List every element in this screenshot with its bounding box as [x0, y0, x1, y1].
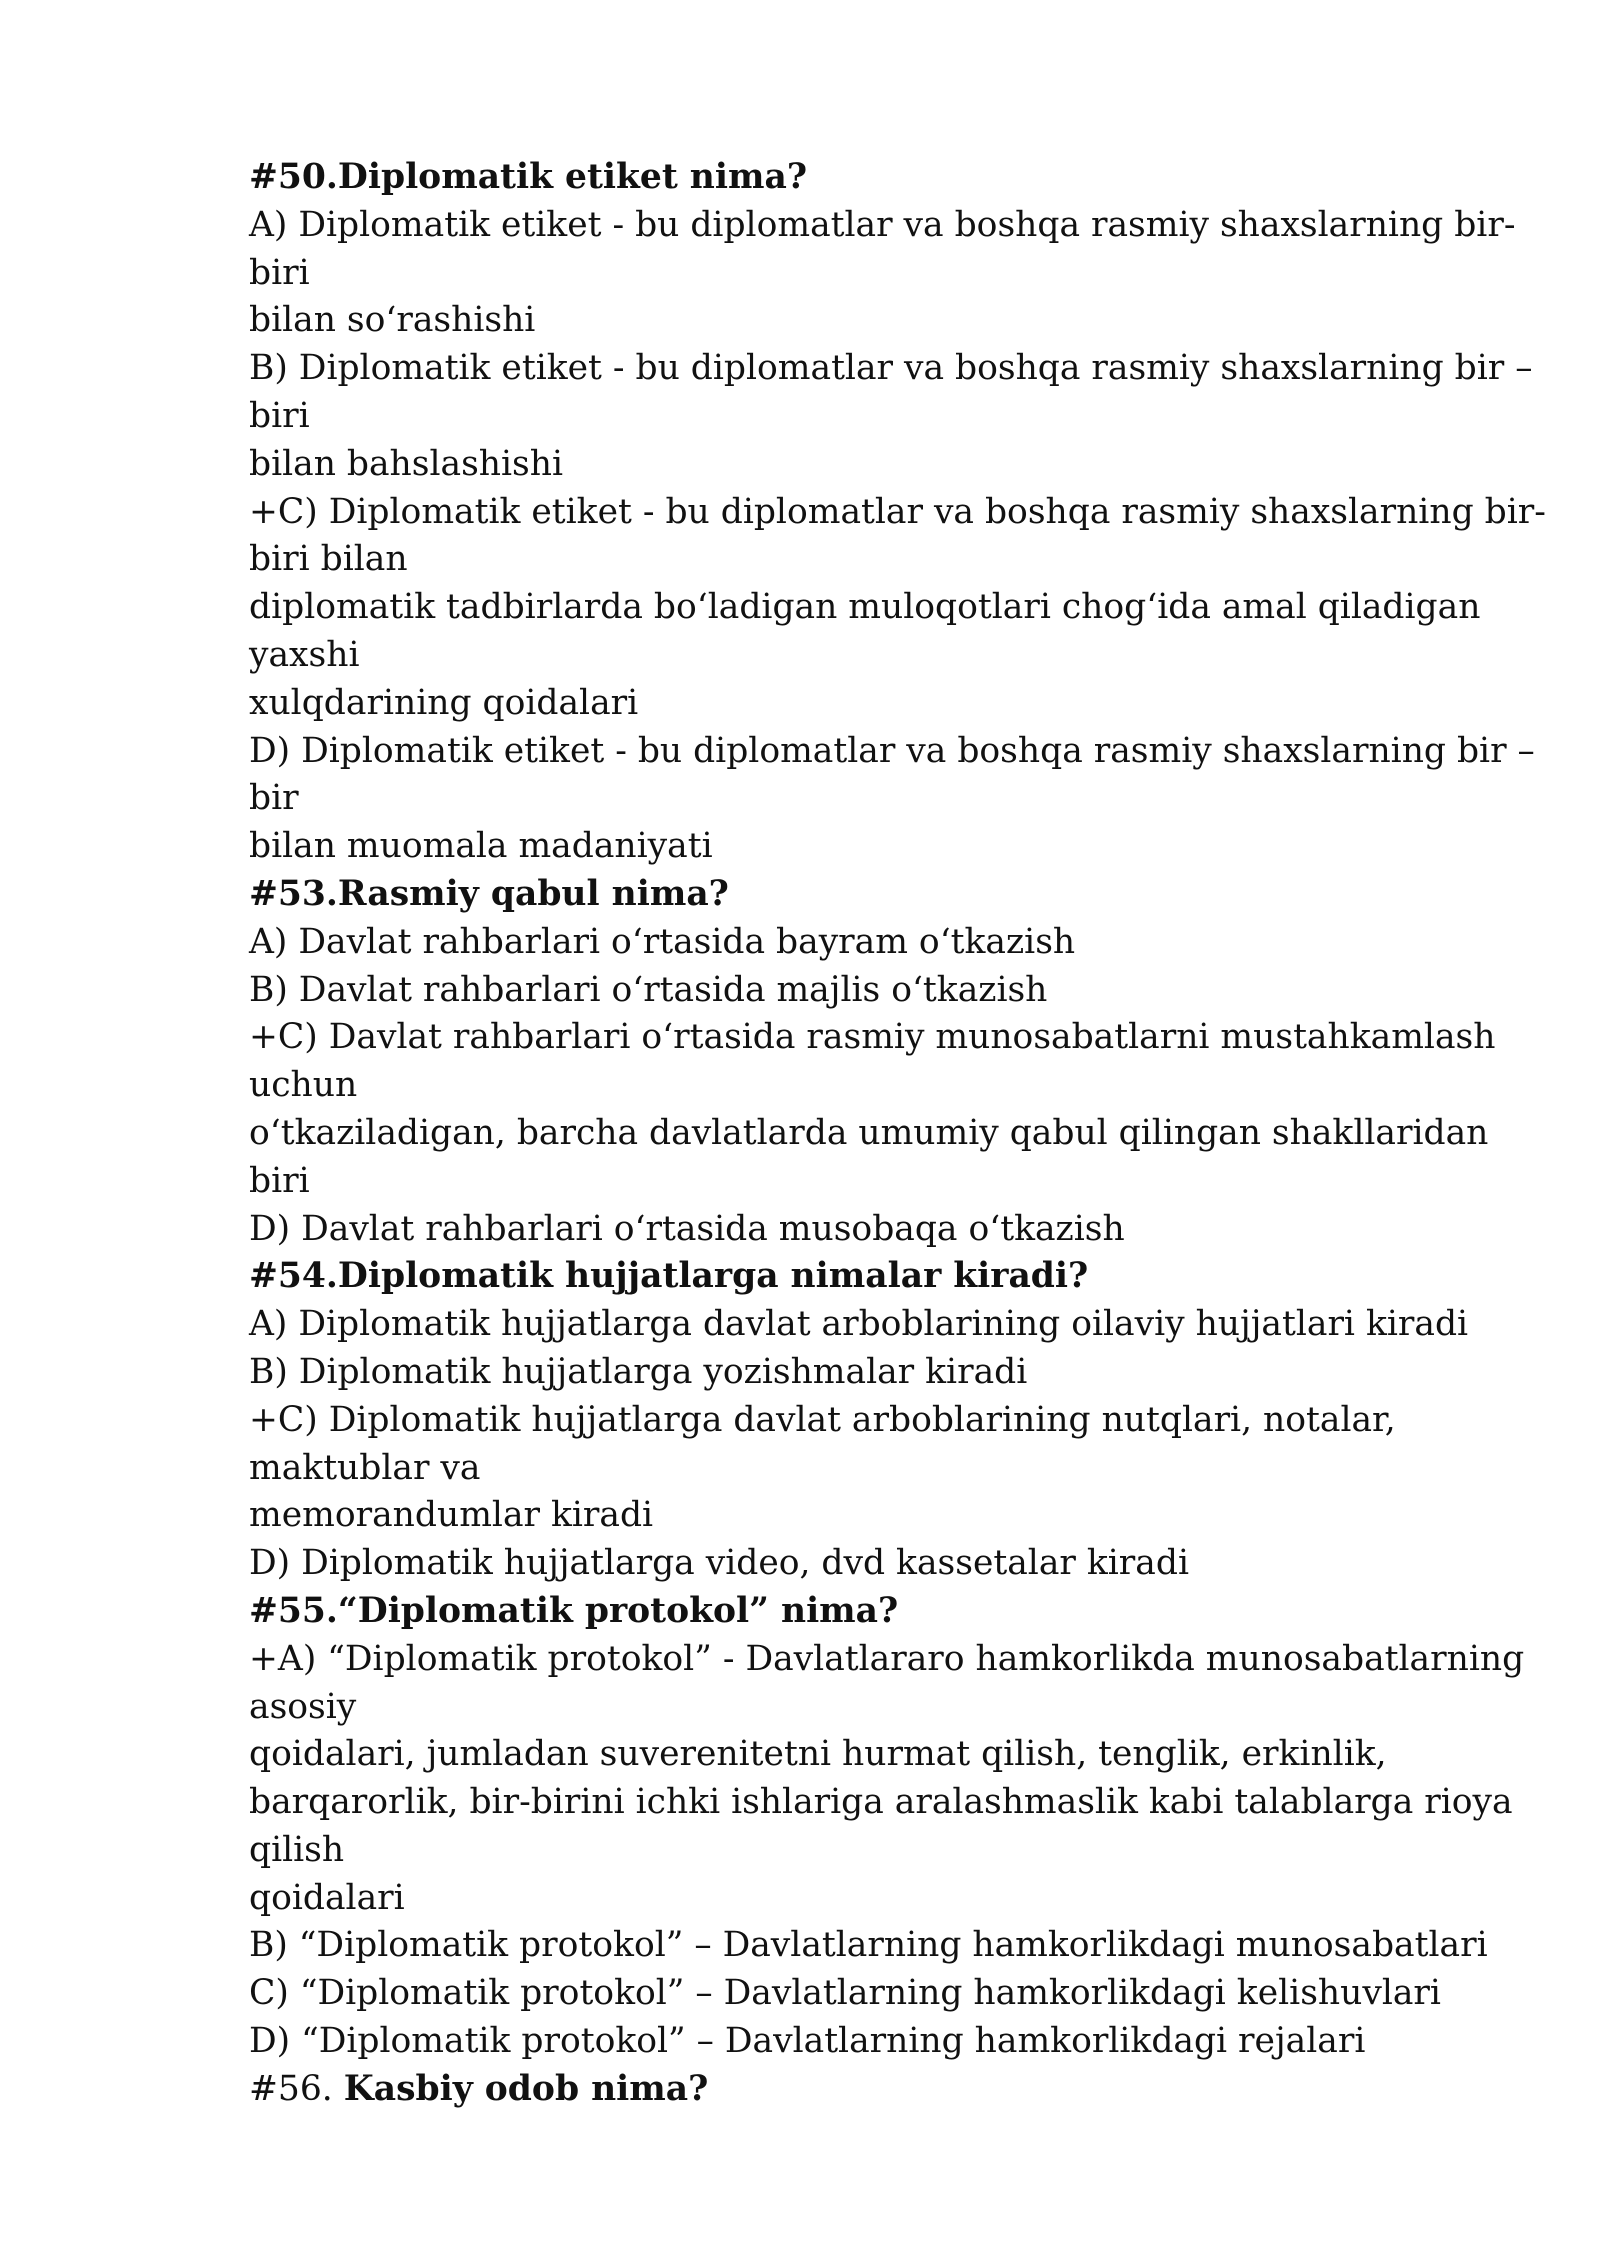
answer-line: D) Davlat rahbarlari o‘rtasida musobaqa o‘tkazish — [249, 1208, 1125, 1249]
answer-line: qoidalari, jumladan suverenitetni hurmat qilish, tenglik, erkinlik, — [249, 1734, 1387, 1775]
answer-line: qilish — [249, 1829, 345, 1870]
question-title: #55.“Diplomatik protokol” nima? — [249, 1590, 899, 1631]
answer-line: uchun — [249, 1065, 358, 1106]
answer-line: maktublar va — [249, 1447, 481, 1488]
answer-line: qoidalari — [249, 1877, 405, 1918]
answer-line: C) “Diplomatik protokol” – Davlatlarning hamkorlikdagi kelishuvlari — [249, 1973, 1441, 2014]
answer-line: yaxshi — [249, 634, 360, 675]
answer-line: D) Diplomatik etiket - bu diplomatlar va boshqa rasmiy shaxslarning bir – — [249, 730, 1535, 771]
answer-line: memorandumlar kiradi — [249, 1495, 654, 1536]
answer-line: D) “Diplomatik protokol” – Davlatlarning hamkorlikdagi rejalari — [249, 2021, 1366, 2062]
answer-line: asosiy — [249, 1686, 357, 1727]
question-title: #53.Rasmiy qabul nima? — [249, 873, 729, 914]
answer-line: biri bilan — [249, 539, 408, 580]
answer-line: bilan muomala madaniyati — [249, 826, 713, 867]
answer-line: biri — [249, 1160, 310, 1201]
answer-line: A) Diplomatik etiket - bu diplomatlar va boshqa rasmiy shaxslarning bir- — [249, 204, 1516, 245]
answer-line: A) Diplomatik hujjatlarga davlat arboblarining oilaviy hujjatlari kiradi — [249, 1304, 1469, 1345]
answer-line: barqarorlik, bir-birini ichki ishlariga aralashmaslik kabi talablarga rioya — [249, 1782, 1513, 1823]
answer-line: o‘tkaziladigan, barcha davlatlarda umumiy qabul qilingan shakllaridan — [249, 1112, 1489, 1153]
answer-line: diplomatik tadbirlarda bo‘ladigan muloqotlari chog‘ida amal qiladigan — [249, 587, 1481, 628]
answer-line: +C) Davlat rahbarlari o‘rtasida rasmiy munosabatlarni mustahkamlash — [249, 1017, 1496, 1058]
document-page — [249, 154, 1546, 2114]
answer-line: +C) Diplomatik hujjatlarga davlat arboblarining nutqlari, notalar, — [249, 1399, 1396, 1440]
answer-line: bilan bahslashishi — [249, 443, 564, 484]
question-title: #50.Diplomatik etiket nima? — [249, 157, 808, 197]
answer-line: D) Diplomatik hujjatlarga video, dvd kassetalar kiradi — [249, 1543, 1189, 1584]
question-title-last — [249, 2066, 1489, 2114]
answer-line: A) Davlat rahbarlari o‘rtasida bayram o‘tkazish — [249, 921, 1076, 962]
answer-line: B) “Diplomatik protokol” – Davlatlarning hamkorlikdagi munosabatlari — [249, 1925, 1488, 1966]
answer-line: +C) Diplomatik etiket - bu diplomatlar va boshqa rasmiy shaxslarning bir- — [249, 491, 1546, 532]
answer-line: biri — [249, 252, 310, 293]
answer-line: +A) “Diplomatik protokol” - Davlatlararo hamkorlikda munosabatlarning — [249, 1638, 1525, 1679]
answer-line: B) Diplomatik hujjatlarga yozishmalar kiradi — [249, 1351, 1028, 1392]
question-text: Kasbiy odob nima? — [343, 2068, 709, 2109]
answer-line: bilan so‘rashishi — [249, 300, 536, 341]
answer-line: xulqdarining qoidalari — [249, 682, 639, 723]
answer-line: biri — [249, 395, 310, 436]
question-number: #56. — [249, 2068, 333, 2109]
answer-line: B) Davlat rahbarlari o‘rtasida majlis o‘tkazish — [249, 969, 1048, 1010]
question-title: #54.Diplomatik hujjatlarga nimalar kiradi? — [249, 1256, 1089, 1297]
answer-line: B) Diplomatik etiket - bu diplomatlar va boshqa rasmiy shaxslarning bir – — [249, 348, 1533, 389]
answer-line: bir — [249, 778, 299, 819]
